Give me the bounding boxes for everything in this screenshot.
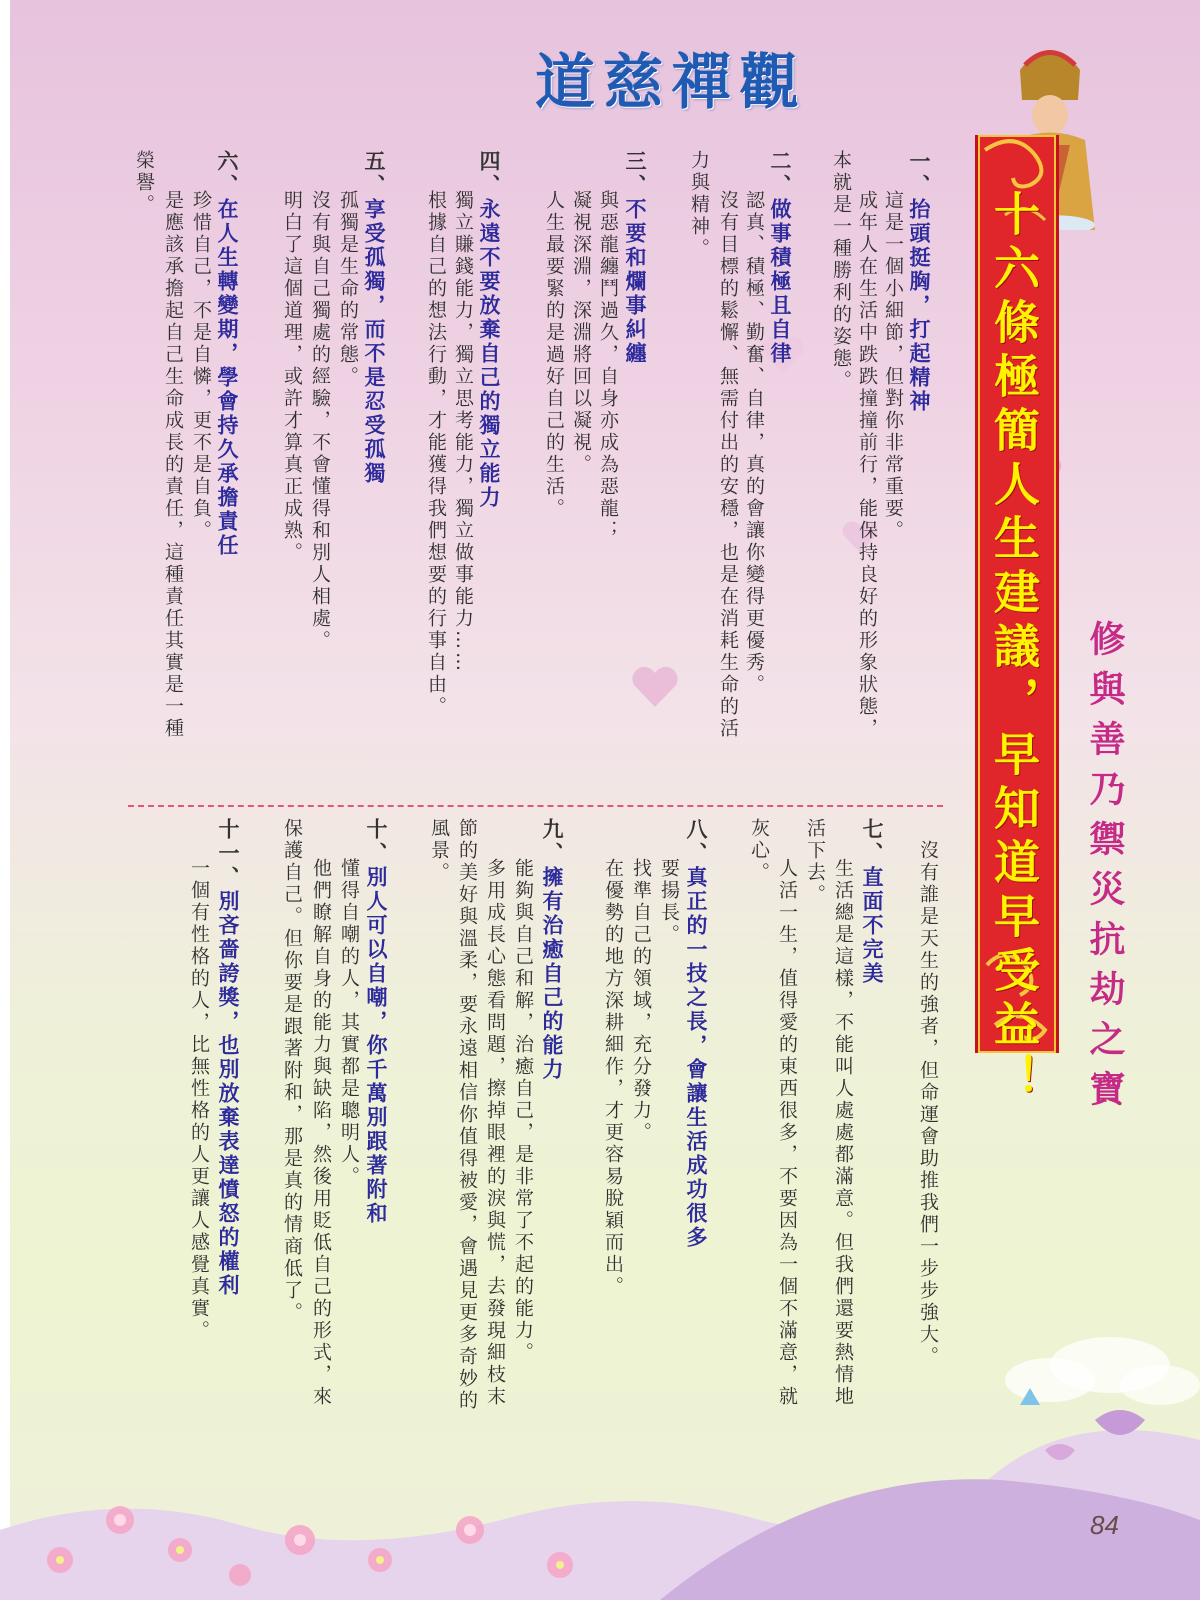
section-number: 七、: [860, 818, 885, 866]
section-number: 八、: [684, 818, 709, 866]
section-line: 凝視深淵，深淵將回以凝視。: [570, 190, 592, 476]
section-line: 孤獨是生命的常態。: [337, 190, 359, 388]
section-line: 節的美好與溫柔，要永遠相信你值得被愛，會遇見更多奇妙的: [456, 818, 478, 1412]
section-heading: [214, 818, 242, 1298]
section-line: 找準自己的領域，充分發力。: [630, 858, 652, 1144]
section-heading: [362, 818, 390, 1226]
section-line: 保護自己。但你要是跟著附和，那是真的情商低了。: [281, 818, 303, 1324]
section-line: 是應該承擔起自己生命成長的責任，這種責任其實是一種: [162, 190, 184, 740]
section-title: 不要和爛事糾纏: [623, 198, 648, 366]
flower-hill-decoration: [0, 1300, 1200, 1600]
section-line: 一個有性格的人，比無性格的人更讓人感覺真實。: [188, 858, 210, 1342]
section-title: 做事積極且自律: [768, 198, 793, 366]
section-line: 沒有與自己獨處的經驗，不會懂得和別人相處。: [309, 190, 331, 652]
section-heading: [682, 818, 710, 1250]
section-heading: [621, 150, 649, 366]
section-title: 別吝嗇誇獎，也別放棄表達憤怒的權利: [216, 890, 241, 1298]
section-title: 享受孤獨，而不是忍受孤獨: [362, 198, 387, 486]
section-number: 六、: [215, 150, 240, 198]
side-title: 修與善乃禦災抗劫之寶: [1084, 620, 1126, 1120]
section-number: 二、: [768, 150, 793, 198]
section-title: 直面不完美: [860, 866, 885, 986]
section-number: 十一、: [216, 818, 241, 890]
section-line: 這是一個小細節，但對你非常重要。: [882, 190, 904, 542]
section-line: 人活一生，值得愛的東西很多，不要因為一個不滿意，就: [776, 858, 798, 1408]
section-line: 與惡龍纏鬥過久，自身亦成為惡龍；: [597, 190, 619, 542]
section-heading: [360, 150, 388, 486]
section-line: 他們瞭解自身的能力與缺陷，然後用貶低自己的形式，來: [310, 858, 332, 1408]
section-title: 別人可以自嘲，你千萬別跟著附和: [364, 866, 389, 1226]
section-title: 擁有治癒自己的能力: [540, 866, 565, 1082]
section-heading: [538, 818, 566, 1082]
section-title: 在人生轉變期，學會持久承擔責任: [215, 198, 240, 558]
section-number: 一、: [907, 150, 932, 198]
header-title: 道慈禪觀: [535, 48, 807, 118]
banner-text: 十六條極簡人生建議，早知道早受益！: [987, 190, 1041, 1108]
section-line: 灰心。: [748, 818, 770, 884]
section-heading: [905, 150, 933, 414]
section-line: 成年人在生活中跌跌撞撞前行，能保持良好的形象狀態，: [856, 190, 878, 740]
section-line: 在優勢的地方深耕細作，才更容易脫穎而出。: [602, 858, 624, 1298]
section-title: 抬頭挺胸，打起精神: [907, 198, 932, 414]
section-number: 五、: [362, 150, 387, 198]
section-line: 認真、積極、勤奮、自律，真的會讓你變得更優秀。: [743, 190, 765, 696]
section-line: 風景。: [428, 818, 450, 884]
section-line: 根據自己的想法行動，才能獲得我們想要的行事自由。: [425, 190, 447, 718]
section-line: 沒有目標的鬆懈、無需付出的安穩，也是在消耗生命的活: [717, 190, 739, 740]
section-line: 力與精神。: [688, 150, 710, 260]
section-line: 珍惜自己，不是自憐，更不是自負。: [190, 190, 212, 542]
section-heading: [475, 150, 503, 510]
section-line: 生活總是這樣，不能叫人處處都滿意。但我們還要熱情地: [832, 858, 854, 1408]
section-line: 要揚長。: [658, 858, 680, 946]
section-line: 沒有誰是天生的強者，但命運會助推我們一步步強大。: [917, 840, 939, 1368]
section-line: 榮譽。: [133, 150, 155, 216]
section-title: 永遠不要放棄自己的獨立能力: [477, 198, 502, 510]
section-line: 人生最要緊的是過好自己的生活。: [543, 190, 565, 520]
section-number: 九、: [540, 818, 565, 866]
section-line: 明白了這個道理，或許才算真正成熟。: [281, 190, 303, 564]
section-line: 多用成長心態看問題，擦掉眼裡的淚與慌，去發現細枝末: [484, 858, 506, 1408]
section-line: 獨立賺錢能力，獨立思考能力，獨立做事能力……: [452, 190, 474, 674]
section-line: 能夠與自己和解，治癒自己，是非常了不起的能力。: [512, 858, 534, 1364]
section-number: 四、: [477, 150, 502, 198]
section-heading: [213, 150, 241, 558]
section-number: 三、: [623, 150, 648, 198]
page-number: 84: [1090, 1510, 1119, 1540]
section-heading: [766, 150, 794, 366]
section-line: 懂得自嘲的人，其實都是聰明人。: [338, 858, 360, 1188]
section-heading: [858, 818, 886, 986]
section-line: 本就是一種勝利的姿態。: [830, 150, 852, 392]
section-line: 活下去。: [804, 818, 826, 906]
section-divider: [128, 805, 943, 807]
section-title: 真正的一技之長，會讓生活成功很多: [684, 866, 709, 1250]
heart-icon: [630, 665, 680, 709]
section-number: 十、: [364, 818, 389, 866]
